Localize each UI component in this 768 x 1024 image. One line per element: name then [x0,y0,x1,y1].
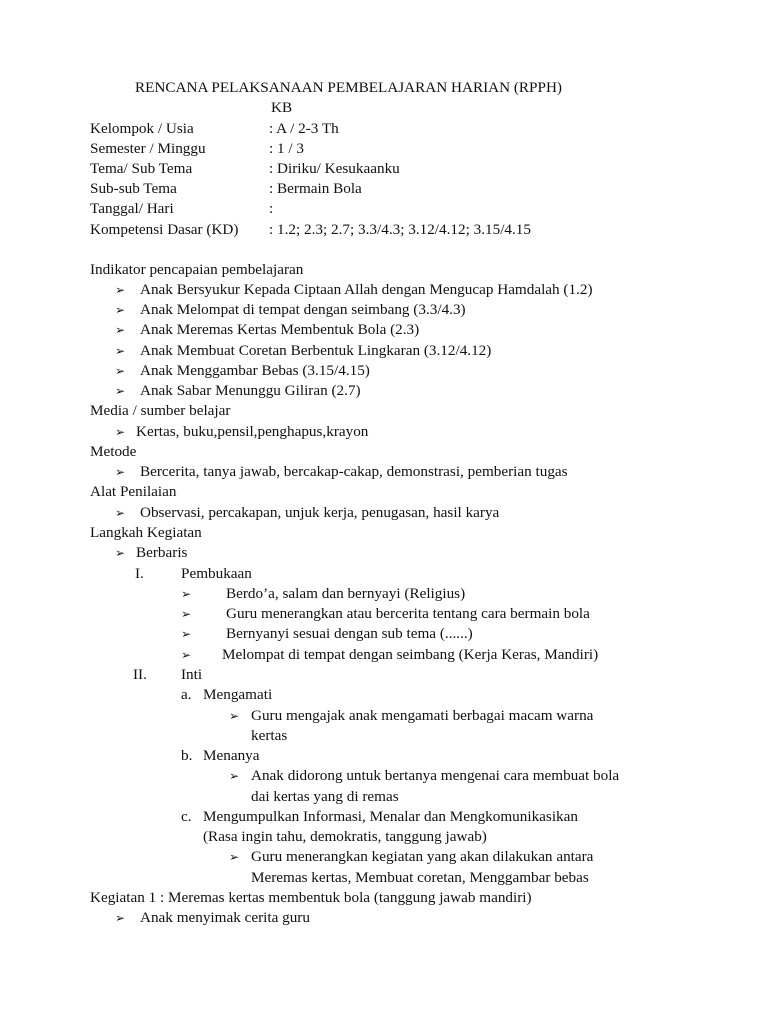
arrow-bullet-icon: ➢ [115,465,126,479]
inti-a-label: a. [181,686,192,703]
pembukaan-item: Berdo’a, salam dan bernyayi (Religius) [226,585,466,602]
pembukaan-item: Bernyanyi sesuai dengan sub tema (......) [226,625,473,642]
arrow-bullet-icon: ➢ [115,303,126,317]
indikator-item: Anak Meremas Kertas Membentuk Bola (2.3) [140,321,420,338]
kegiatan-1-heading: Kegiatan 1 : Meremas kertas membentuk bola (tanggung jawab mandiri) [90,889,532,906]
kegiatan-1-item: Anak menyimak cerita guru [140,909,310,926]
info-label-kelompok: Kelompok / Usia [90,120,194,137]
indikator-item: Anak Sabar Menunggu Giliran (2.7) [140,382,361,399]
inti-a-title: Mengamati [203,686,273,703]
inti-b-title: Menanya [203,747,260,764]
arrow-bullet-icon: ➢ [181,648,192,662]
arrow-bullet-icon: ➢ [115,425,126,439]
media-item: Kertas, buku,pensil,penghapus,krayon [136,423,369,440]
inti-c-title: Mengumpulkan Informasi, Menalar dan Mengkomunikasikan [203,808,578,825]
arrow-bullet-icon: ➢ [181,587,192,601]
arrow-bullet-icon: ➢ [229,850,240,864]
inti-title: Inti [181,666,203,683]
metode-item: Bercerita, tanya jawab, bercakap-cakap, demonstrasi, pemberian tugas [140,463,568,480]
arrow-bullet-icon: ➢ [115,364,126,378]
info-value-tema: : Diriku/ Kesukaanku [269,160,400,177]
pembukaan-title: Pembukaan [181,565,252,582]
section-heading-langkah: Langkah Kegiatan [90,524,202,541]
roman-numeral-2: II. [133,666,147,683]
info-label-kd: Kompetensi Dasar (KD) [90,221,239,238]
pembukaan-item: Guru menerangkan atau bercerita tentang cara bermain bola [226,605,590,622]
arrow-bullet-icon: ➢ [181,627,192,641]
arrow-bullet-icon: ➢ [229,769,240,783]
indikator-item: Anak Bersyukur Kepada Ciptaan Allah dengan Mengucap Hamdalah (1.2) [140,281,593,298]
section-heading-media: Media / sumber belajar [90,402,231,419]
inti-c-item: Guru menerangkan kegiatan yang akan dilakukan antara [251,848,594,865]
inti-a-item-cont: kertas [251,727,288,744]
inti-c-label: c. [181,808,192,825]
arrow-bullet-icon: ➢ [115,344,126,358]
info-value-subsub-tema: : Bermain Bola [269,180,362,197]
doc-title: RENCANA PELAKSANAAN PEMBELAJARAN HARIAN (RPPH) [135,79,562,96]
pembukaan-item: Melompat di tempat dengan seimbang (Kerja Keras, Mandiri) [222,646,599,663]
indikator-item: Anak Membuat Coretan Berbentuk Lingkaran (3.12/4.12) [140,342,492,359]
arrow-bullet-icon: ➢ [115,911,126,925]
arrow-bullet-icon: ➢ [115,323,126,337]
arrow-bullet-icon: ➢ [115,506,126,520]
inti-c-item-cont: Meremas kertas, Membuat coretan, Menggambar bebas [251,869,589,886]
info-value-semester: : 1 / 3 [269,140,305,157]
indikator-item: Anak Menggambar Bebas (3.15/4.15) [140,362,370,379]
arrow-bullet-icon: ➢ [115,384,126,398]
inti-b-item: Anak didorong untuk bertanya mengenai cara membuat bola [251,767,620,784]
indikator-item: Anak Melompat di tempat dengan seimbang (3.3/4.3) [140,301,466,318]
info-label-subsub-tema: Sub-sub Tema [90,180,177,197]
info-value-kelompok: : A / 2-3 Th [269,120,339,137]
inti-b-label: b. [181,747,193,764]
roman-numeral-1: I. [135,565,144,582]
info-label-tema: Tema/ Sub Tema [90,160,193,177]
section-heading-indikator: Indikator pencapaian pembelajaran [90,261,304,278]
arrow-bullet-icon: ➢ [181,607,192,621]
inti-c-note: (Rasa ingin tahu, demokratis, tanggung jawab) [203,828,487,845]
doc-subtitle: KB [271,99,293,116]
alat-penilaian-item: Observasi, percakapan, unjuk kerja, penugasan, hasil karya [140,504,500,521]
info-value-kd: : 1.2; 2.3; 2.7; 3.3/4.3; 3.12/4.12; 3.15/4.15 [269,221,531,238]
section-heading-alat-penilaian: Alat Penilaian [90,483,177,500]
arrow-bullet-icon: ➢ [115,546,126,560]
arrow-bullet-icon: ➢ [229,709,240,723]
info-label-semester: Semester / Minggu [90,140,206,157]
inti-a-item: Guru mengajak anak mengamati berbagai macam warna [251,707,594,724]
langkah-berbaris: Berbaris [136,544,188,561]
section-heading-metode: Metode [90,443,137,460]
info-label-tanggal: Tanggal/ Hari [90,200,174,217]
inti-b-item-cont: dai kertas yang di remas [251,788,399,805]
info-value-tanggal: : [269,200,274,217]
arrow-bullet-icon: ➢ [115,283,126,297]
